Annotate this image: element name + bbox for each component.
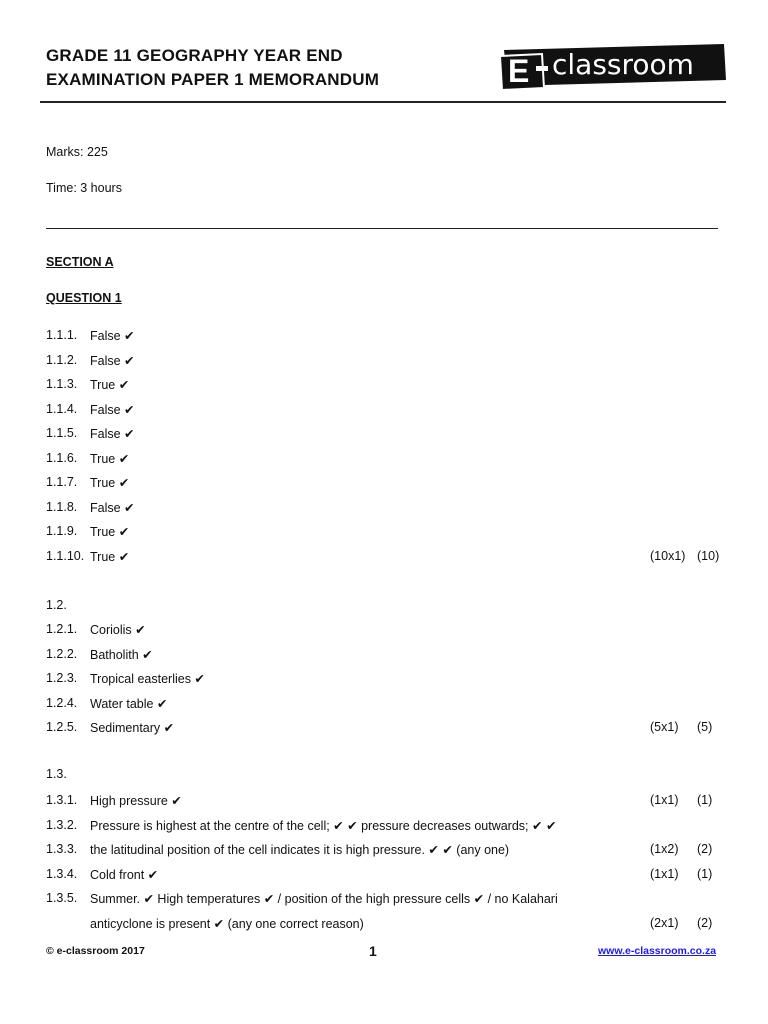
answer-row (46, 818, 720, 838)
answer-number: 1.1.2. (46, 352, 78, 367)
time-text: Time: 3 hours (46, 181, 122, 195)
mark-total: (1) (697, 866, 713, 881)
answer-number: 1.1.9. (46, 524, 78, 538)
answer-text: High pressure ✔ (90, 794, 182, 808)
mark-calculation: (1x1) (650, 866, 679, 881)
mark-total: (1) (697, 793, 713, 807)
marks-text: Marks: 225 (46, 145, 108, 159)
title-line-2: EXAMINATION PAPER 1 MEMORANDUM (46, 70, 380, 89)
answer-number: 1.1.1. (46, 328, 78, 342)
separator-line (46, 228, 718, 229)
answer-number: 1.1.7. (46, 475, 78, 489)
answer-row (46, 647, 720, 667)
mark-calculation: (2x1) (650, 915, 679, 930)
answer-row (46, 891, 720, 911)
answer-number: 1.1.10. (46, 548, 85, 563)
answer-text: True ✔ (90, 525, 130, 539)
mark-total: (2) (697, 915, 713, 930)
section-heading: SECTION A (46, 255, 114, 269)
answer-text: anticyclone is present ✔ (any one correct reason) (90, 916, 364, 931)
mark-total: (2) (697, 842, 713, 856)
website-link[interactable]: www.e-classroom.co.za (598, 945, 717, 957)
answer-number: 1.1.6. (46, 450, 78, 465)
footer-copyright: © e-classroom 2017 (46, 945, 145, 957)
answer-text: Coriolis ✔ (90, 623, 146, 637)
answer-row (46, 549, 720, 569)
answer-number: 1.1.3. (46, 377, 78, 391)
answer-number: 1.1.4. (46, 401, 78, 416)
answer-text: Cold front ✔ (90, 867, 159, 882)
answer-text: False ✔ (90, 402, 135, 417)
answer-number: 1.3.3. (46, 842, 78, 856)
question-1-2-heading: 1.2. (46, 598, 67, 612)
mark-calculation: (1x2) (650, 842, 679, 856)
answer-row (46, 793, 720, 813)
answer-number: 1.1.8. (46, 499, 78, 514)
mark-total: (10) (697, 548, 720, 563)
answer-text: False ✔ (90, 427, 135, 441)
answer-number: 1.2.5. (46, 720, 78, 734)
svg-text:classroom: classroom (552, 48, 694, 81)
answer-text: Batholith ✔ (90, 647, 153, 662)
answer-text: True ✔ (90, 549, 130, 564)
answer-row (46, 524, 720, 544)
answer-text: True ✔ (90, 451, 130, 466)
answer-text: Water table ✔ (90, 696, 168, 711)
answer-number: 1.3.4. (46, 866, 78, 881)
title-line-1: GRADE 11 GEOGRAPHY YEAR END (46, 46, 343, 65)
answer-number: 1.1.5. (46, 426, 78, 440)
answer-row (46, 377, 720, 397)
answer-text: False ✔ (90, 329, 135, 343)
answer-row (46, 916, 720, 936)
header-rule (40, 101, 726, 103)
answer-row (46, 867, 720, 887)
answer-row (46, 426, 720, 446)
answer-row (46, 500, 720, 520)
answer-text: False ✔ (90, 500, 135, 515)
mark-total: (5) (697, 720, 713, 734)
answer-row (46, 402, 720, 422)
answer-number: 1.2.2. (46, 646, 78, 661)
answer-row (46, 328, 720, 348)
answer-row (46, 696, 720, 716)
answer-text: Summer. ✔ High temperatures ✔ / position of the high pressure cells ✔ / no Kalahari (90, 892, 558, 906)
answer-row (46, 622, 720, 642)
answer-text: False ✔ (90, 353, 135, 368)
mark-calculation: (10x1) (650, 548, 686, 563)
answer-row (46, 451, 720, 471)
mark-calculation: (1x1) (650, 793, 679, 807)
answer-number: 1.3.2. (46, 817, 78, 832)
answer-row (46, 671, 720, 691)
answer-row (46, 842, 720, 862)
e-classroom-logo (498, 42, 726, 90)
question-1-3-heading: 1.3. (46, 767, 67, 781)
answer-row (46, 353, 720, 373)
answer-text: Tropical easterlies ✔ (90, 672, 205, 686)
page-number: 1 (369, 943, 377, 959)
answer-row (46, 475, 720, 495)
answer-number: 1.3.1. (46, 793, 78, 807)
answer-number: 1.3.5. (46, 891, 78, 905)
svg-text:E: E (508, 53, 530, 89)
mark-calculation: (5x1) (650, 720, 679, 734)
answer-text: True ✔ (90, 378, 130, 392)
question-heading: QUESTION 1 (46, 291, 122, 305)
answer-text: Pressure is highest at the centre of the cell; ✔ ✔ pressure decreases outwards; ✔ ✔ (90, 818, 557, 833)
answer-text: the latitudinal position of the cell indicates it is high pressure. ✔ ✔ (any one) (90, 843, 510, 857)
answer-row (46, 720, 720, 740)
answer-text: Sedimentary ✔ (90, 721, 175, 735)
answer-number: 1.2.3. (46, 671, 78, 685)
answer-number: 1.2.1. (46, 622, 78, 636)
answer-text: True ✔ (90, 476, 130, 490)
answer-number: 1.2.4. (46, 695, 78, 710)
